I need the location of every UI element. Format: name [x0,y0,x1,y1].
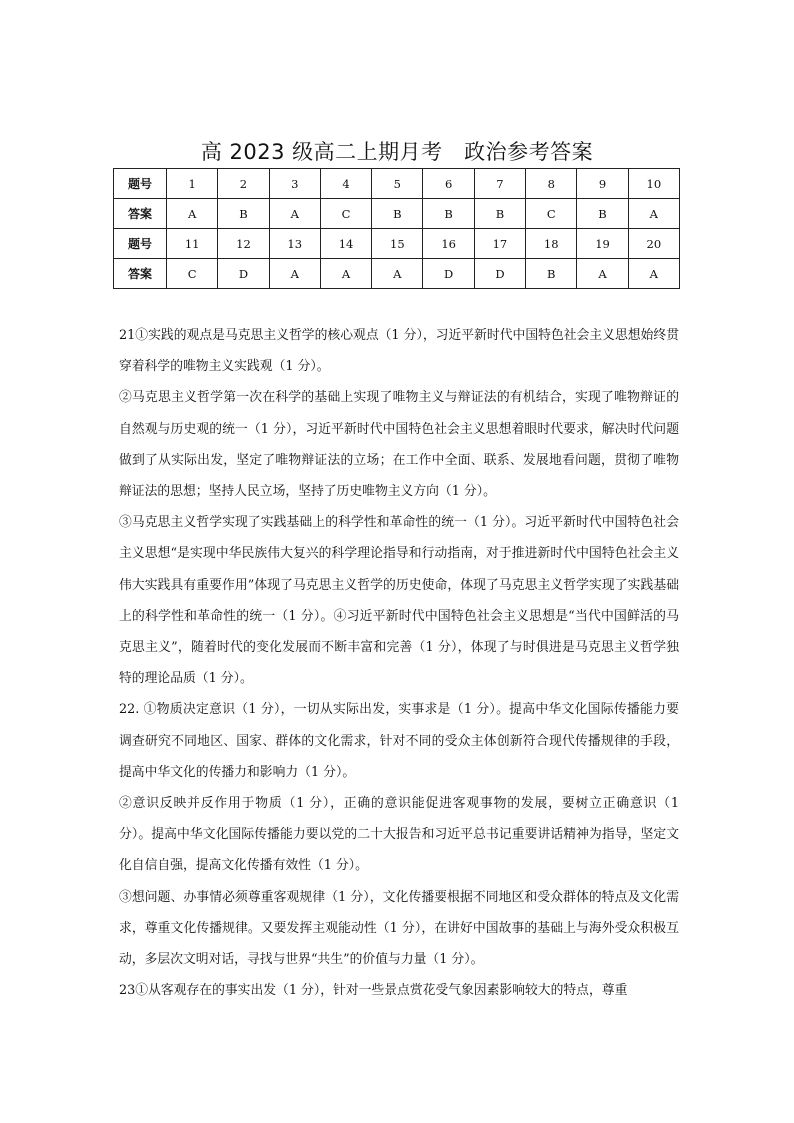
table-row [114,169,680,199]
table-cell: A [577,259,628,289]
table-cell: 19 [577,229,628,259]
table-cell: 15 [372,229,423,259]
table-cell: 12 [218,229,269,259]
table-cell: 17 [474,229,525,259]
table-cell: 11 [167,229,218,259]
table-cell: 9 [577,169,628,199]
table-cell: C [167,259,218,289]
table-cell: A [628,259,679,289]
table-cell: 2 [218,169,269,199]
table-cell: B [577,199,628,229]
table-cell: 4 [320,169,371,199]
table-cell: B [372,199,423,229]
table-cell: 7 [474,169,525,199]
answer-paragraph: ③马克思主义哲学实现了实践基础上的科学性和革命性的统一（1 分）。习近平新时代中国特色社会主义思想“是实现中华民族伟大复兴的科学理论指导和行动指南，对于推进新时代中国特色社会主义伟大实践具有重要作用”体现了马克思主义哲学的历史使命，体现了马克思主义哲学实现了实践基础上的科学性和革命性的统一（1 分）。④习近平新时代中国特色社会主义思想是“当代中国鲜活的马克思主义”，随着时代的变化发展而不断丰富和完善（1 分），体现了与时俱进是马克思主义哲学独特的理论品质（1 分）。 [119,515,679,687]
table-cell: C [526,199,577,229]
table-cell: B [474,199,525,229]
answer-table [113,168,680,289]
table-cell: 18 [526,229,577,259]
row-header: 题号 [114,169,167,199]
table-cell: 10 [628,169,679,199]
table-cell: 16 [423,229,474,259]
table-cell: A [628,199,679,229]
table-cell: 6 [423,169,474,199]
table-cell: 5 [372,169,423,199]
page-title: 高 2023 级高二上期月考 政治参考答案 [200,140,594,164]
table-cell: A [320,259,371,289]
table-cell: D [423,259,474,289]
row-header: 答案 [114,199,167,229]
table-cell: B [526,259,577,289]
table-cell: A [269,199,320,229]
table-cell: D [474,259,525,289]
row-header: 题号 [114,229,167,259]
table-cell: 1 [167,169,218,199]
table-cell: 3 [269,169,320,199]
answer-content [119,320,679,1006]
table-cell: A [167,199,218,229]
answer-paragraph: 21①实践的观点是马克思主义哲学的核心观点（1 分），习近平新时代中国特色社会主义思想始终贯穿着科学的唯物主义实践观（1 分）。 [119,328,679,375]
row-header: 答案 [114,259,167,289]
table-row [114,259,680,289]
table-row [114,229,680,259]
table-cell: D [218,259,269,289]
table-row [114,199,680,229]
table-cell: A [372,259,423,289]
answer-paragraph: 23①从客观存在的事实出发（1 分），针对一些景点赏花受气象因素影响较大的特点，尊重 [119,983,628,999]
table-cell: 8 [526,169,577,199]
table-cell: B [218,199,269,229]
answer-paragraph: 22. ①物质决定意识（1 分），一切从实际出发，实事求是（1 分）。提高中华文化国际传播能力要调查研究不同地区、国家、群体的文化需求，针对不同的受众主体创新符合现代传播规律的手段，提高中华文化的传播力和影响力（1 分）。 [119,702,679,780]
answer-paragraph: ②马克思主义哲学第一次在科学的基础上实现了唯物主义与辩证法的有机结合，实现了唯物辩证的自然观与历史观的统一（1 分），习近平新时代中国特色社会主义思想着眼时代要求，解决时代问题做到了从实际出发，坚定了唯物辩证法的立场；在工作中全面、联系、发展地看问题，贯彻了唯物辩证法的思想；坚持人民立场，坚持了历史唯物主义方向（1 分）。 [119,390,679,500]
table-cell: 13 [269,229,320,259]
table-cell: A [269,259,320,289]
table-cell: 14 [320,229,371,259]
table-cell: B [423,199,474,229]
answer-paragraph: ②意识反映并反作用于物质（1 分），正确的意识能促进客观事物的发展，要树立正确意识（1 分）。提高中华文化国际传播能力要以党的二十大报告和习近平总书记重要讲话精神为指导，坚定文化自信自强，提高文化传播有效性（1 分）。 [119,796,679,874]
table-cell: C [320,199,371,229]
answer-paragraph: ③想问题、办事情必须尊重客观规律（1 分），文化传播要根据不同地区和受众群体的特点及文化需求，尊重文化传播规律。又要发挥主观能动性（1 分），在讲好中国故事的基础上与海外受众积极互动，多层次文明对话，寻找与世界“共生”的价值与力量（1 分）。 [119,889,679,968]
table-cell: 20 [628,229,679,259]
